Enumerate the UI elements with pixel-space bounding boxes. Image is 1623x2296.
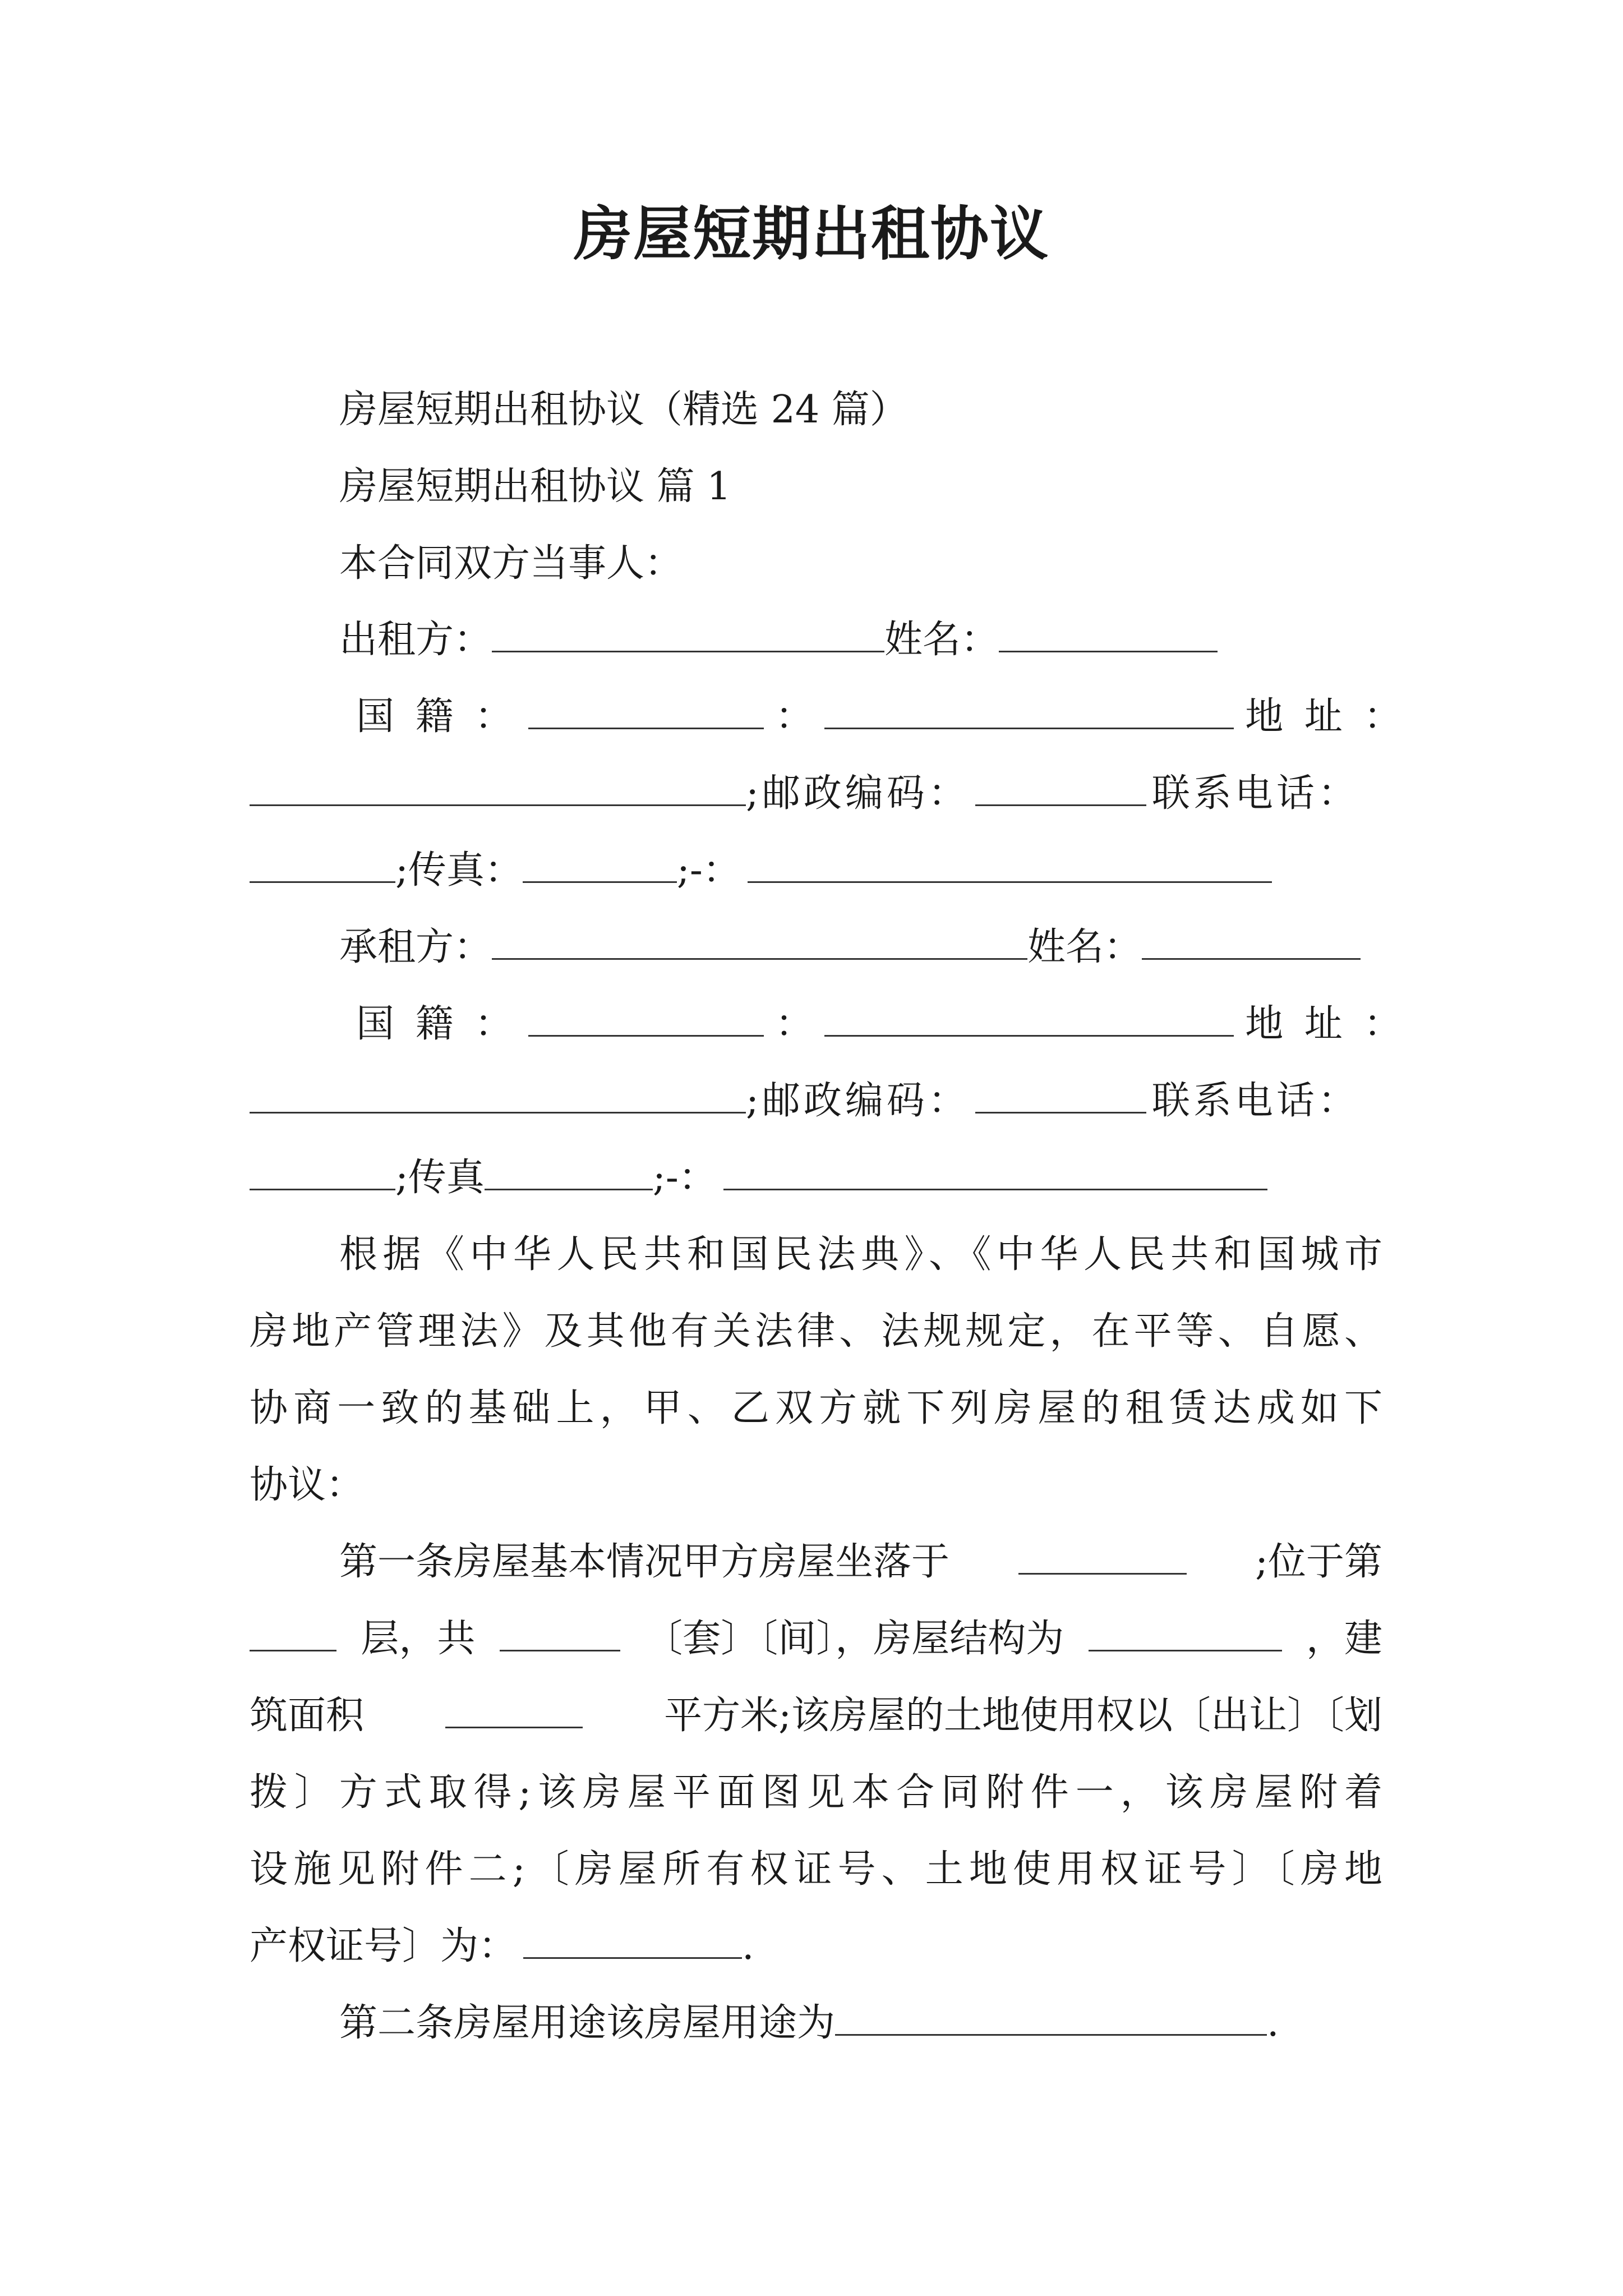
article2-label: 第二条房屋用途该房屋用途为	[339, 2001, 836, 2045]
lessor-nationality-blank[interactable]	[528, 695, 764, 729]
article1-structure-blank[interactable]	[1089, 1617, 1282, 1651]
lessee-dash-blank[interactable]	[723, 1156, 1267, 1190]
article1-total-label: 层，共	[361, 1617, 476, 1661]
lessee-address-label: 地 址 ：	[1245, 1002, 1407, 1046]
lessee-name-label: 姓名：	[1027, 925, 1142, 969]
lessor-blank[interactable]	[492, 618, 884, 652]
lessee-phone-label: 联系电话：	[1151, 1079, 1359, 1123]
article1-cert-label: 产权证号〕为：	[250, 1924, 517, 1968]
article1-line-3	[250, 1692, 1382, 1740]
lessee-address-pre-blank[interactable]	[824, 1002, 1234, 1037]
article2-line	[339, 1999, 1279, 2047]
lessor-dash-blank[interactable]	[748, 849, 1272, 883]
lessee-nationality-row	[356, 1000, 1406, 1048]
basis-line-2: 房地产管理法》及其他有关法律、法规规定，在平等、自愿、	[250, 1309, 1382, 1354]
lessee-colon: ：	[775, 1002, 814, 1046]
article1-area-label: 筑面积	[250, 1694, 365, 1738]
lessor-name-blank[interactable]	[999, 618, 1218, 652]
lessor-address-blank[interactable]	[250, 772, 746, 806]
lessor-address-label: 地 址 ：	[1245, 694, 1407, 739]
basis-line-4: 协议：	[250, 1463, 365, 1507]
article1-units-blank[interactable]	[500, 1617, 620, 1651]
lessor-name-label: 姓名：	[884, 618, 999, 662]
lessor-phone-blank[interactable]	[250, 849, 395, 883]
lessee-nationality-blank[interactable]	[528, 1002, 764, 1037]
lessor-postcode-blank[interactable]	[975, 772, 1146, 806]
article1-area-blank[interactable]	[445, 1694, 583, 1728]
article1-floor-blank[interactable]	[250, 1617, 336, 1651]
lessee-row	[339, 923, 1361, 971]
lessee-label: 承租方：	[339, 925, 492, 969]
article1-structure-label: 〔套〕〔间〕，房屋结构为	[644, 1617, 1064, 1661]
lessee-fax-label: ;传真	[395, 1156, 485, 1200]
parties-intro: 本合同双方当事人：	[339, 541, 683, 586]
lessee-dash-label: ;-：	[652, 1156, 717, 1200]
article1-location-label: 第一条房屋基本情况甲方房屋坐落于	[339, 1540, 950, 1584]
lessee-postcode-row	[250, 1077, 1359, 1125]
article1-line-6	[250, 1922, 754, 1970]
lessor-row	[339, 616, 1218, 664]
lessee-address-blank[interactable]	[250, 1079, 746, 1114]
article1-line-4: 拨〕方式取得;该房屋平面图见本合同附件一，该房屋附着	[250, 1770, 1382, 1815]
lessee-fax-blank[interactable]	[485, 1156, 653, 1190]
article1-cert-end: .	[742, 1924, 754, 1968]
article1-cert-blank[interactable]	[523, 1925, 742, 1959]
lessee-blank[interactable]	[492, 926, 1027, 960]
lessor-fax-row	[250, 846, 1272, 894]
article1-build-label: ，建	[1306, 1617, 1382, 1661]
lessor-postcode-label: ;邮政编码：	[746, 771, 970, 816]
lessee-fax-row	[250, 1154, 1267, 1202]
article2-end: .	[1267, 2001, 1279, 2045]
document-title: 房屋短期出租协议	[573, 199, 1049, 268]
article1-location-blank[interactable]	[1018, 1540, 1187, 1575]
lessee-nationality-label: 国 籍 ：	[356, 1002, 518, 1046]
subtitle-part: 房屋短期出租协议 篇 1	[339, 464, 731, 509]
article1-land-label: 平方米;该房屋的土地使用权以〔出让〕〔划	[664, 1694, 1382, 1738]
lessor-colon: ：	[775, 694, 814, 739]
lessee-postcode-blank[interactable]	[975, 1079, 1146, 1114]
lessee-phone-blank[interactable]	[250, 1156, 395, 1190]
article2-blank[interactable]	[835, 2001, 1267, 2036]
basis-line-3: 协商一致的基础上，甲、乙双方就下列房屋的租赁达成如下	[250, 1386, 1382, 1430]
lessor-phone-label: 联系电话：	[1151, 771, 1359, 816]
article1-line-1	[339, 1538, 1382, 1586]
article1-floor-label: ;位于第	[1255, 1540, 1382, 1584]
subtitle-collection: 房屋短期出租协议（精选 24 篇）	[339, 388, 908, 432]
lessor-fax-blank[interactable]	[523, 849, 677, 883]
article1-line-2	[250, 1615, 1382, 1663]
lessor-address-pre-blank[interactable]	[824, 695, 1234, 729]
lessor-dash-label: ;-：	[676, 848, 741, 892]
lessee-name-blank[interactable]	[1142, 926, 1361, 960]
lessor-nationality-row	[356, 693, 1406, 740]
lessee-postcode-label: ;邮政编码：	[746, 1079, 970, 1123]
article1-line-5: 设施见附件二;〔房屋所有权证号、土地使用权证号〕〔房地	[250, 1847, 1382, 1892]
lessor-fax-label: ;传真：	[395, 848, 523, 892]
basis-line-1: 根据《中华人民共和国民法典》、《中华人民共和国城市	[339, 1232, 1382, 1277]
lessor-nationality-label: 国 籍 ：	[356, 694, 518, 739]
lessor-label: 出租方：	[339, 618, 492, 662]
lessor-postcode-row	[250, 770, 1359, 817]
